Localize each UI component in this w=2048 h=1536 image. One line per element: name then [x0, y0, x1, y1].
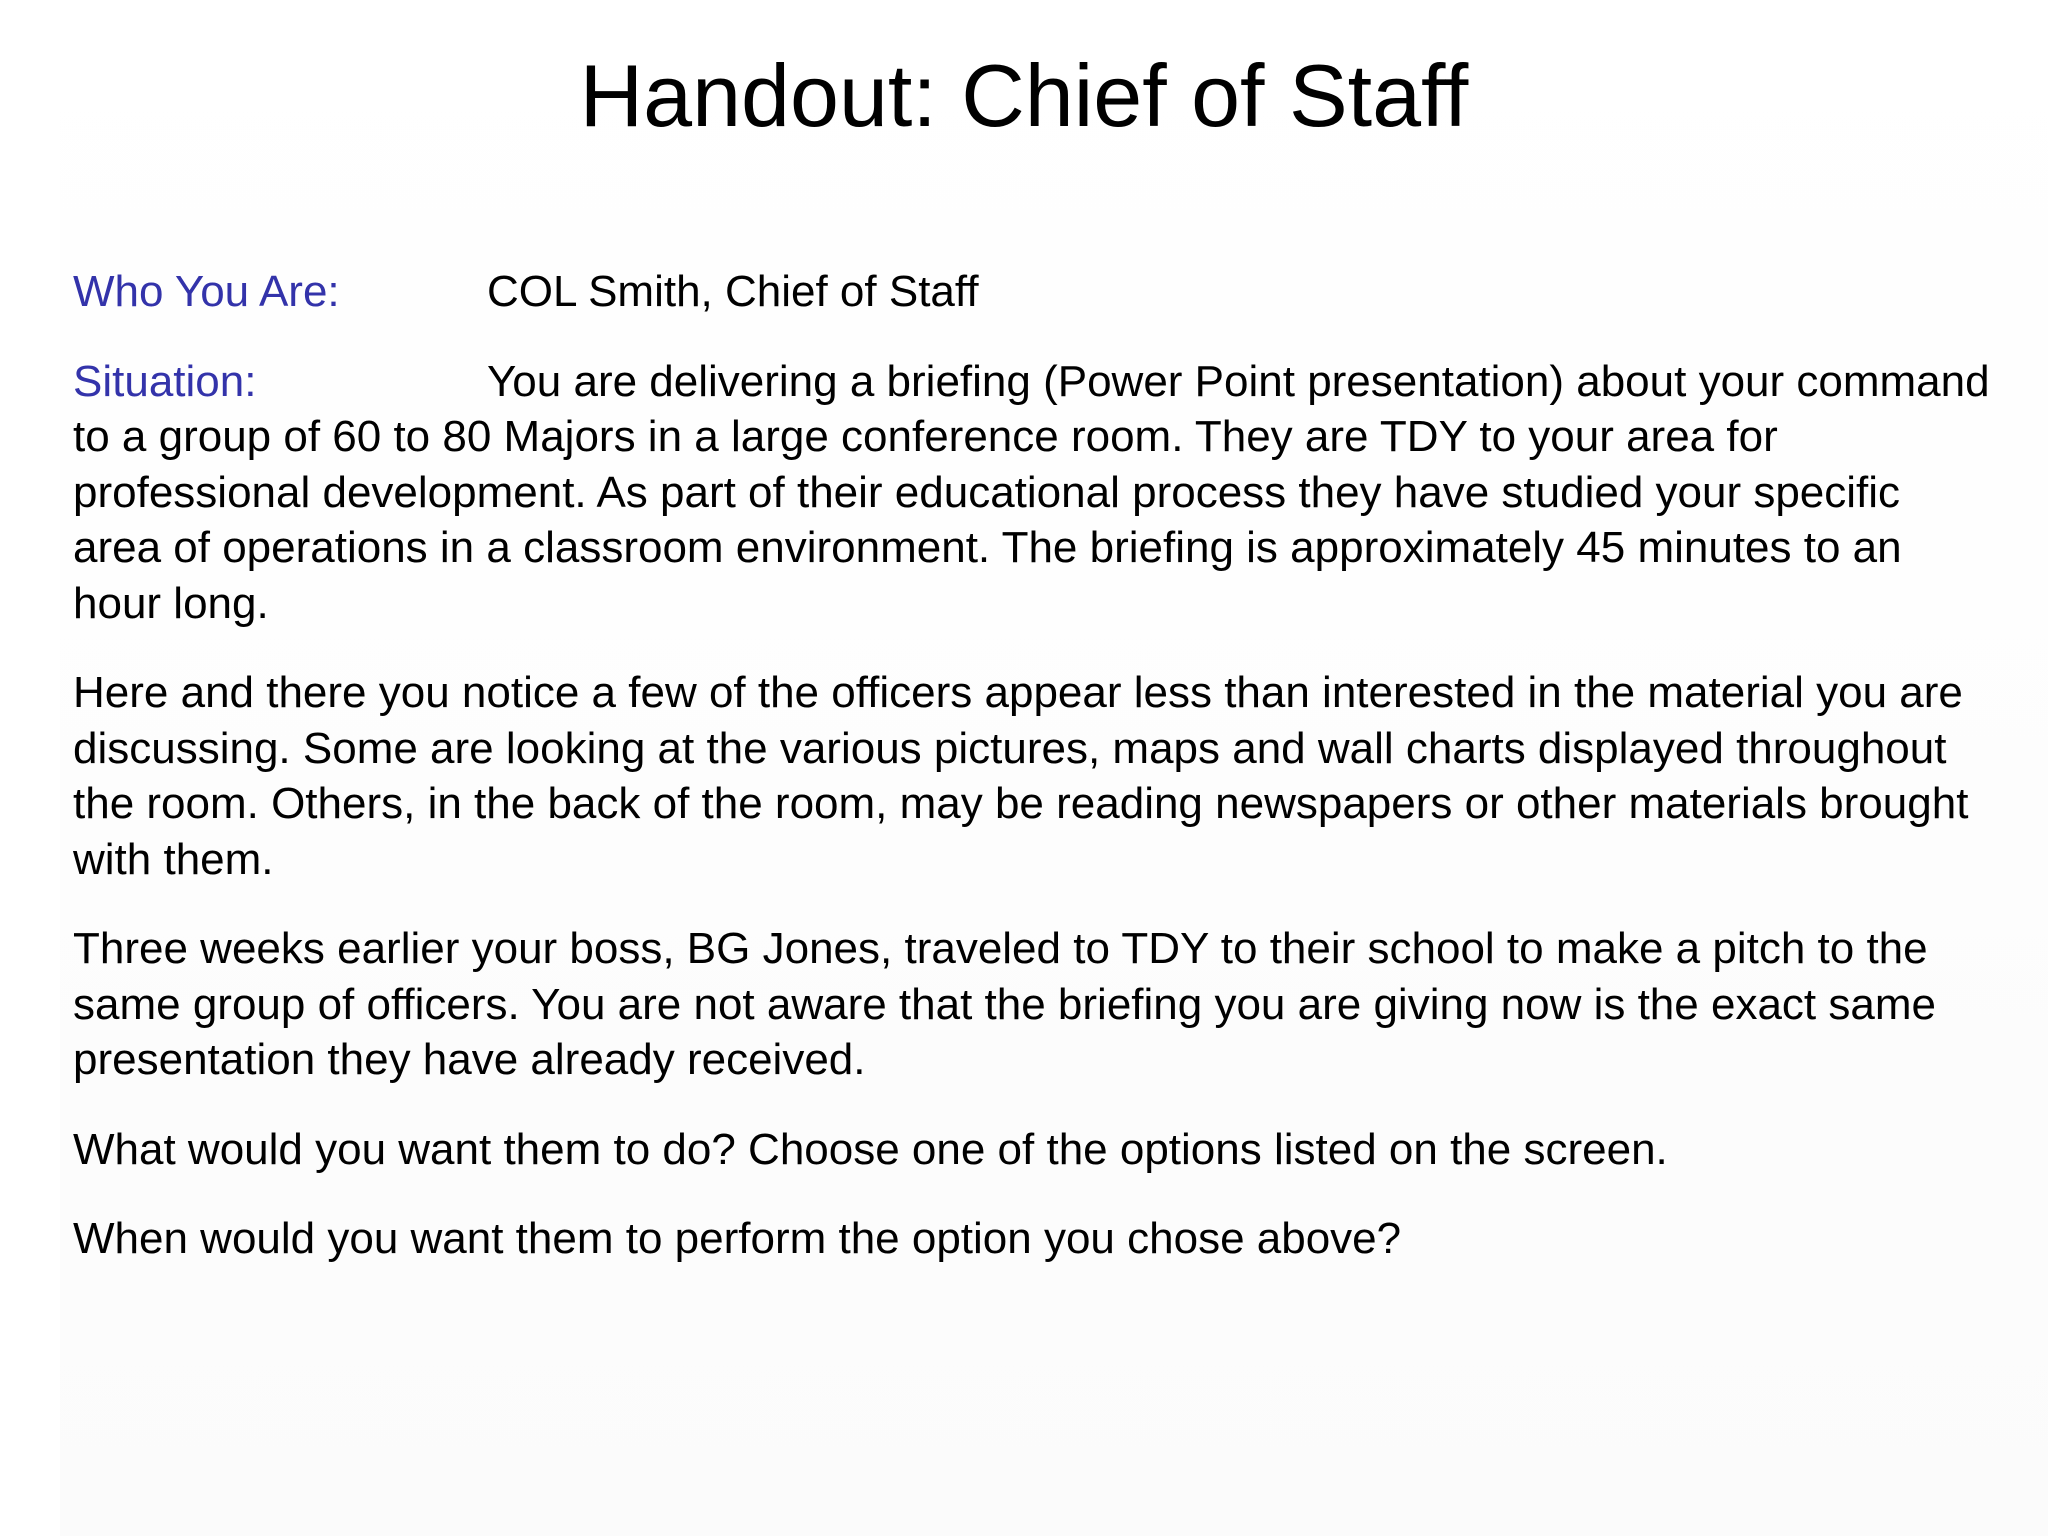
who-you-are-row: [73, 264, 1993, 320]
page-title: Handout: Chief of Staff: [579, 46, 1469, 145]
who-you-are-value: COL Smith, Chief of Staff: [487, 267, 979, 316]
question-what-paragraph: What would you want them to do? Choose one of the options listed on the screen.: [73, 1124, 1668, 1174]
handout-body: [73, 264, 1993, 1301]
question-when-paragraph: When would you want them to perform the option you chose above?: [73, 1214, 1402, 1263]
background-paragraph: Three weeks earlier your boss, BG Jones, traveled to TDY to their school to make a pitch to the same group of officers. You are not aware that the briefing you are giving now is the exact same presentation they have already received.: [73, 924, 1936, 1084]
who-you-are-label: Who You Are:: [73, 267, 340, 316]
situation-paragraph: [73, 354, 1993, 632]
left-margin-strip: [0, 0, 60, 1536]
situation-label: Situation:: [73, 356, 257, 406]
observation-paragraph: Here and there you notice a few of the officers appear less than interested in the material you are discussing. Some are looking at the various pictures, maps and wall charts displayed throughout the room. Others, in the back of the room, may be reading newspapers or other materials brought with them.: [73, 668, 1969, 884]
situation-text: You are delivering a briefing (Power Point presentation) about your command to a group of 60 to 80 Majors in a large conference room. They are TDY to your area for professional development. As part of their educational process they have studied your specific area of operations in a classroom environment. The briefing is approximately 45 minutes to an hour long.: [73, 356, 1990, 628]
